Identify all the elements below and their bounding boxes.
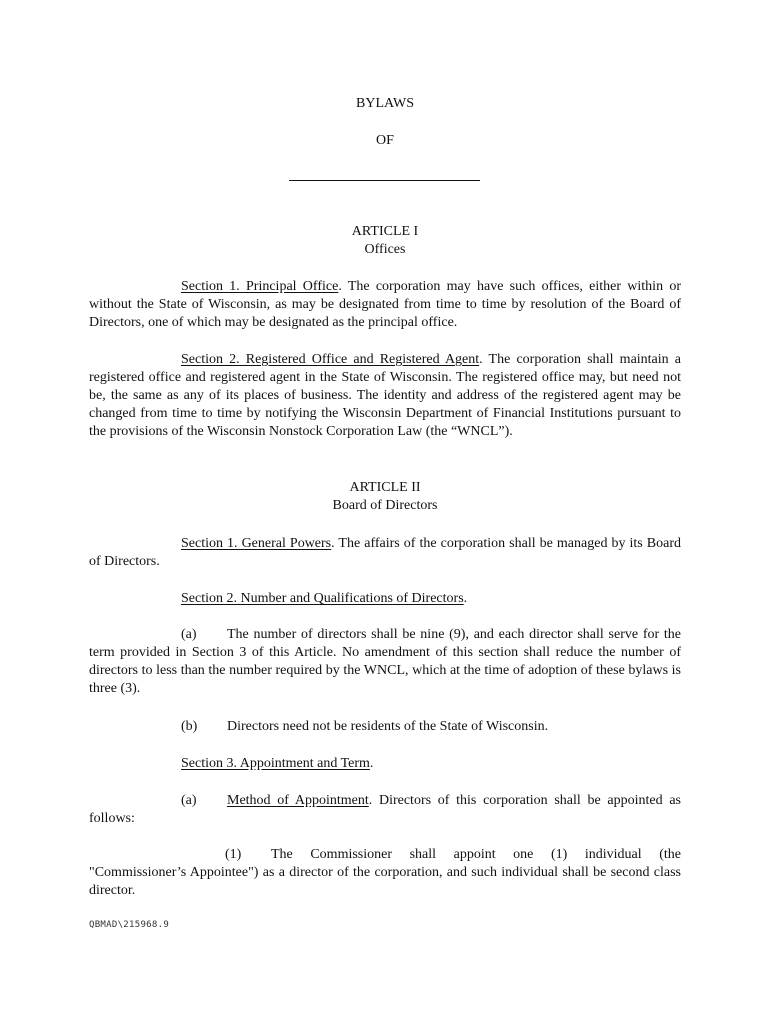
clause-label: (1) <box>225 847 242 862</box>
article-1-section-2 <box>89 351 681 441</box>
clause-text: The Commissioner shall appoint one (1) individual (the "Commissioner’s Appointee") as a director of the corporation, and such individual shall be second class director. <box>89 847 681 898</box>
article-2-section-1 <box>89 535 681 571</box>
clause-text: The number of directors shall be nine (9), and each director shall serve for the term provided in Section 3 of this Article. No amendment of this section shall reduce the number of directors to less than the number required by the WNCL, which at the time of adoption of these bylaws is three (3). <box>89 627 681 696</box>
article-2-heading: ARTICLE II <box>349 480 421 495</box>
article-2-section-2-heading: Section 2. Number and Qualifications of Directors. <box>181 591 468 606</box>
section-title: Section 3. Appointment and Term <box>181 756 370 771</box>
clause-text: . Directors of this corporation shall be appointed as follows: <box>89 793 681 826</box>
document-code: QBMAD\215968.9 <box>89 920 170 930</box>
article-2-subheading: Board of Directors <box>332 498 438 513</box>
section-title: Section 1. Principal Office <box>181 279 339 294</box>
section-title: Section 1. General Powers <box>181 536 332 551</box>
clause-title: Method of Appointment <box>227 793 369 808</box>
article-1-heading: ARTICLE I <box>351 224 419 239</box>
article-1-section-1 <box>89 278 681 332</box>
clause-label: (b) <box>181 719 198 734</box>
document-of: OF <box>376 133 394 148</box>
section-text: . The corporation shall maintain a registered office and registered agent in the State of Wisconsin. The registered office may, but need not be, the same as any of its places of business. The identity and address of the registered agent may be changed from time to time by notifying the Wisconsin Department of Financial Institutions pursuant to the provisions of the Wisconsin Nonstock Corporation Law (the “WNCL”). <box>89 352 682 439</box>
clause-label: (a) <box>181 793 197 808</box>
article-2-section-2-a <box>89 626 681 698</box>
section-text: . The affairs of the corporation shall be managed by its Board of Directors. <box>89 536 681 569</box>
section-text: . The corporation may have such offices, either within or without the State of Wisconsin, as may be designated from time to time by resolution of the Board of Directors, one of which may be designated as the principal office. <box>89 279 681 330</box>
article-1-subheading: Offices <box>364 242 406 257</box>
article-2-section-3-a <box>89 792 681 828</box>
article-2-section-3-a-1 <box>89 846 681 900</box>
section-title: Section 2. Number and Qualifications of Directors <box>181 591 464 606</box>
article-2-section-3-heading: Section 3. Appointment and Term. <box>181 756 374 771</box>
clause-label: (a) <box>181 627 197 642</box>
article-2-section-2-b <box>181 718 548 736</box>
clause-text: Directors need not be residents of the State of Wisconsin. <box>227 719 549 734</box>
entity-name-blank-line <box>289 180 480 181</box>
document-title: BYLAWS <box>356 96 414 111</box>
section-title: Section 2. Registered Office and Registered Agent <box>181 352 480 367</box>
